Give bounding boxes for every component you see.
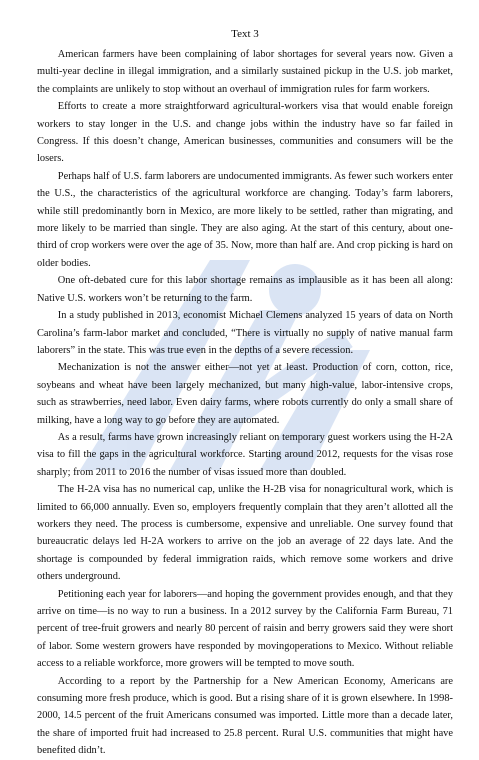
paragraph-7: As a result, farms have grown increasingly reliant on temporary guest workers using the H-2A visa to fill the gaps in the agricultural workforce. Starting around 2012, requests for the visas rose sharply; from 2011 to 2016 the number of visas issued more than doubled.: [37, 431, 453, 478]
paragraph-8: The H-2A visa has no numerical cap, unlike the H-2B visa for nonagricultural work, which is limited to 66,000 annually. Even so, employers frequently complain that they aren’t allotted all the workers they need. The process is cumbersome, expensive and unreliable. One survey found that bureaucratic delays led H-2A workers to arrive on the job an average of 22 days late. And the shortage is compounded by federal immigration raids, which remove some workers and drive others underground.: [37, 484, 453, 583]
paragraph-4: One oft-debated cure for this labor shortage remains as implausible as it has been all along: Native U.S. workers won’t be returning to the farm.: [37, 275, 453, 304]
document-title: Text 3: [231, 28, 259, 40]
paragraph-2: Efforts to create a more straightforward agricultural-workers visa that would enable foreign workers to stay longer in the U.S. and change jobs within the industry have so far failed in Congress. If this doesn’t change, American businesses, communities and consumers will be the losers.: [37, 101, 453, 165]
paragraph-3: Perhaps half of U.S. farm laborers are undocumented immigrants. As fewer such workers enter the U.S., the characteristics of the agricultural workforce are changing. Today’s farm laborers, while still predominantly born in Mexico, are more likely to be settled, rather than migrating, and more likely to be married than single. They are also aging. At the start of this century, about one-third of crop workers were over the age of 35. Now, more than half are. And crop picking is hard on older bodies.: [37, 170, 453, 269]
paragraph-5: In a study published in 2013, economist Michael Clemens analyzed 15 years of data on North Carolina’s farm-labor market and concluded, “There is virtually no supply of native manual farm laborers” in the state. This was true even in the depths of a severe recession.: [37, 310, 453, 356]
paragraph-10: According to a report by the Partnership for a New American Economy, Americans are consuming more fresh produce, which is good. But a rising share of it is grown elsewhere. In 1998-2000, 14.5 percent of the fruit Americans consumed was imported. Little more than a decade later, the share of imported fruit had increased to 25.8 percent. Rural U.S. communities that might have benefited didn’t.: [37, 675, 453, 757]
paragraph-1: American farmers have been complaining of labor shortages for several years now. Given a multi-year decline in illegal immigration, and a similarly sustained pickup in the U.S. job market, the complaints are unlikely to stop without an overhaul of immigration rules for farm workers.: [37, 49, 453, 95]
paragraph-9: Petitioning each year for laborers—and hoping the government provides enough, and that they arrive on time—is no way to run a business. In a 2012 survey by the California Farm Bureau, 71 percent of tree-fruit growers and nearly 80 percent of raisin and berry growers said they were short of labor. Some western growers have responded by movingoperations to Mexico. Without reliable access to a reliable workforce, more growers will be tempted to move south.: [37, 588, 453, 670]
paragraph-6: Mechanization is not the answer either—not yet at least. Production of corn, cotton, rice, soybeans and wheat have been largely mechanized, but many high-value, labor-intensive crops, such as strawberries, need labor. Even dairy farms, where robots currently do only a small share of milking, have a long way to go before they are automated.: [37, 362, 453, 426]
